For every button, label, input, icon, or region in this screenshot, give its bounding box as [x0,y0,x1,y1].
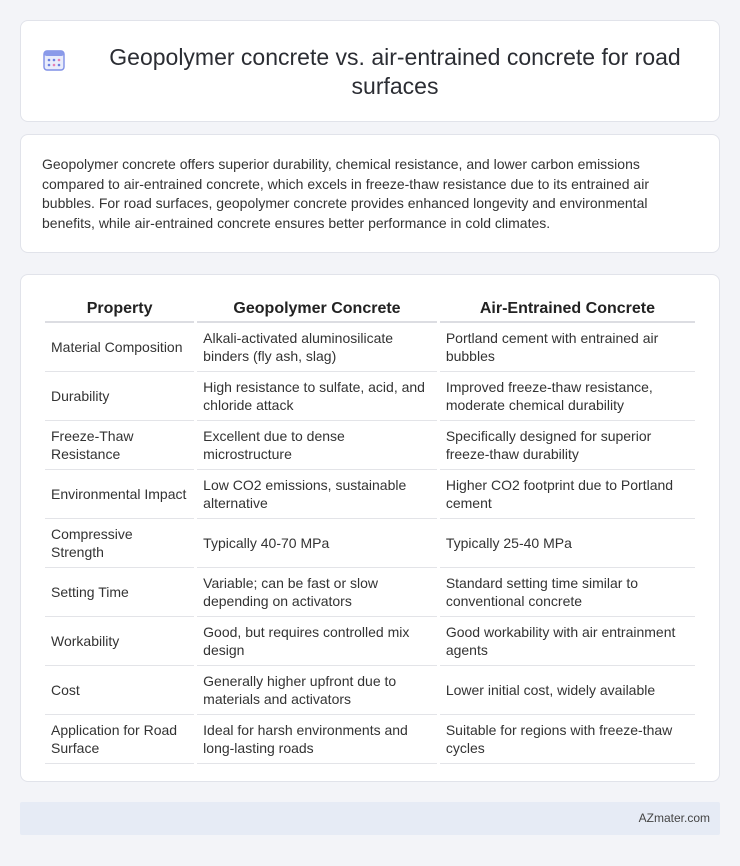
cell-geopolymer: Excellent due to dense microstructure [197,421,437,470]
cell-property: Material Composition [45,323,194,372]
cell-property: Durability [45,372,194,421]
cell-air-entrained: Specifically designed for superior freeze-thaw durability [440,421,695,470]
summary-card [20,134,720,253]
cell-air-entrained: Standard setting time similar to conventional concrete [440,568,695,617]
footer-brand: AZmater.com [638,811,710,825]
cell-geopolymer: Generally higher upfront due to materials and activators [197,666,437,715]
header-geopolymer: Geopolymer Concrete [197,296,437,323]
cell-air-entrained: Portland cement with entrained air bubbles [440,323,695,372]
title-card [20,20,720,122]
cell-property: Cost [45,666,194,715]
cell-geopolymer: High resistance to sulfate, acid, and chloride attack [197,372,437,421]
cell-geopolymer: Low CO2 emissions, sustainable alternative [197,470,437,519]
cell-air-entrained: Suitable for regions with freeze-thaw cycles [440,715,695,764]
cell-air-entrained: Lower initial cost, widely available [440,666,695,715]
table-row [45,323,695,372]
cell-geopolymer: Typically 40-70 MPa [197,519,437,568]
cell-air-entrained: Improved freeze-thaw resistance, moderate chemical durability [440,372,695,421]
table-header-row [45,296,695,323]
summary-text: Geopolymer concrete offers superior durability, chemical resistance, and lower carbon emissions compared to air-entrained concrete, which excels in freeze-thaw resistance due to its entrained air bubbles. For road surfaces, geopolymer concrete provides enhanced longevity and environmental benefits, while air-entrained concrete ensures better performance in cold climates. [42,156,649,231]
cell-geopolymer: Alkali-activated aluminosilicate binders (fly ash, slag) [197,323,437,372]
page-title: Geopolymer concrete vs. air-entrained concrete for road surfaces [109,44,681,99]
cell-property: Application for Road Surface [45,715,194,764]
comparison-table-card [20,274,720,782]
table-row [45,715,695,764]
cell-air-entrained: Higher CO2 footprint due to Portland cement [440,470,695,519]
table-row [45,372,695,421]
cell-property: Compressive Strength [45,519,194,568]
table-row [45,421,695,470]
header-property: Property [45,296,194,323]
table-row [45,519,695,568]
comparison-table [42,296,698,764]
table-row [45,568,695,617]
table-row [45,617,695,666]
cell-air-entrained: Good workability with air entrainment agents [440,617,695,666]
table-row [45,470,695,519]
cell-geopolymer: Good, but requires controlled mix design [197,617,437,666]
header-air-entrained: Air-Entrained Concrete [440,296,695,323]
cell-air-entrained: Typically 25-40 MPa [440,519,695,568]
table-row [45,666,695,715]
footer-bar [20,802,720,835]
cell-property: Workability [45,617,194,666]
cell-geopolymer: Ideal for harsh environments and long-lasting roads [197,715,437,764]
cell-geopolymer: Variable; can be fast or slow depending on activators [197,568,437,617]
cell-property: Setting Time [45,568,194,617]
cell-property: Environmental Impact [45,470,194,519]
cell-property: Freeze-Thaw Resistance [45,421,194,470]
